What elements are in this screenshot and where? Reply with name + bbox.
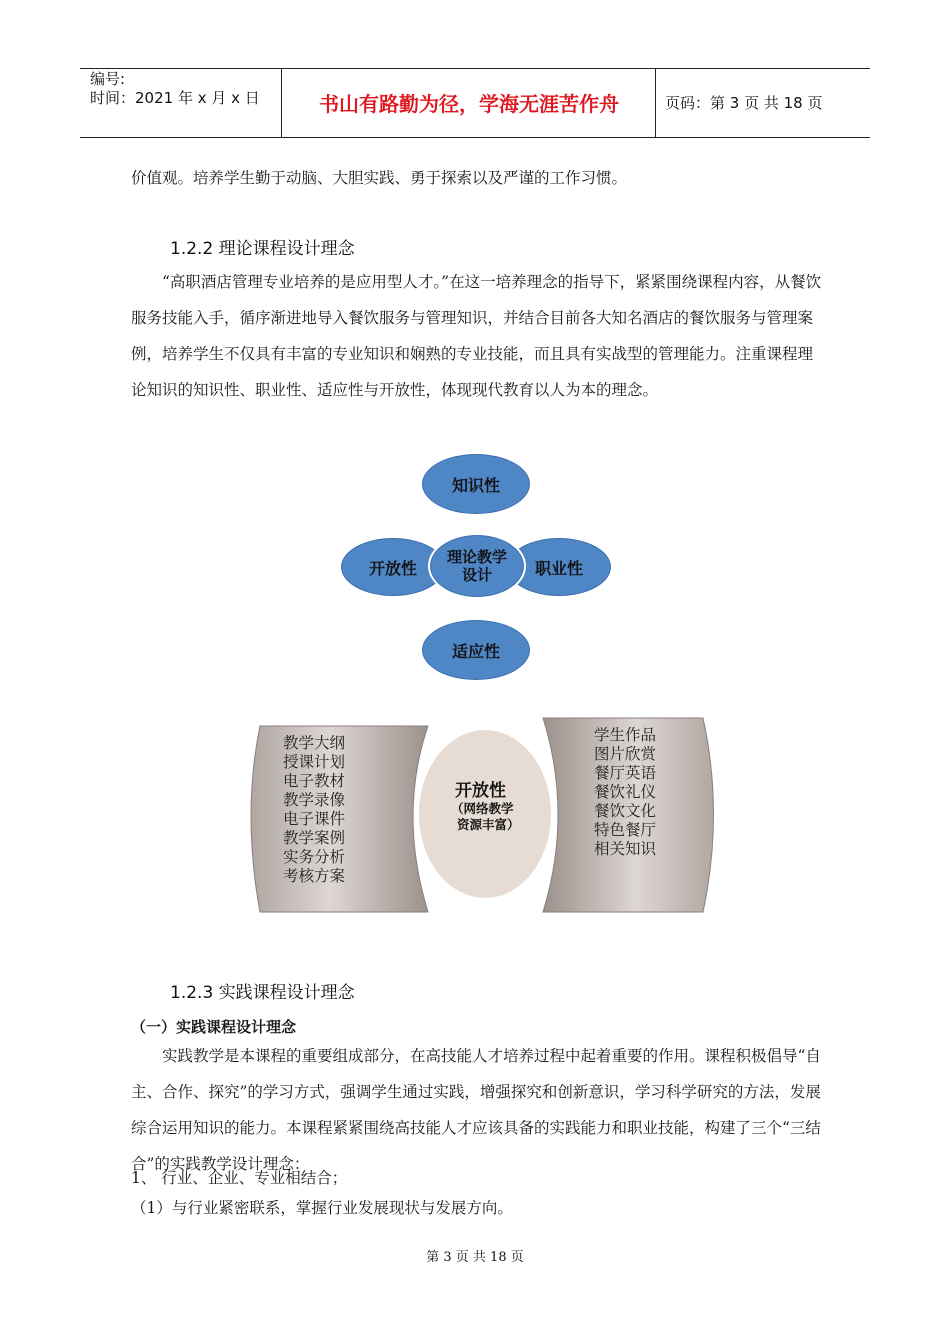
list-item: 教学大纲: [283, 734, 346, 752]
list-line: （1）与行业紧密联系，掌握行业发展现状与发展方向。: [131, 1199, 513, 1217]
center-title: 开放性: [455, 781, 506, 801]
center-subtitle-2: 资源丰富）: [457, 817, 520, 832]
section-heading: 1.2.3 实践课程设计理念: [170, 983, 355, 1003]
left-resource-list: [283, 734, 345, 886]
number-label: 编号:: [90, 70, 126, 88]
list-item: 电子教材: [283, 772, 346, 790]
list-item: 教学录像: [283, 791, 346, 809]
list-item: 图片欣赏: [594, 745, 657, 763]
list-item: 电子课件: [283, 810, 346, 828]
list-item: 特色餐厅: [594, 821, 657, 839]
list-item: 学生作品: [594, 726, 657, 744]
header-divider: [281, 69, 282, 137]
diagram-node-left: 开放性: [339, 536, 447, 598]
time-label: 时间：2021 年 x 月 x 日: [90, 89, 260, 107]
list-line: 1、 行业、企业、专业相结合；: [131, 1169, 348, 1187]
header-divider: [655, 69, 656, 137]
subsection-heading: （一）实践课程设计理念: [131, 1018, 297, 1036]
header-motto: 书山有路勤为径，学海无涯苦作舟: [319, 91, 619, 116]
paragraph: “高职酒店管理专业培养的是应用型人才。”在这一培养理念的指导下，紧紧围绕课程内容，从餐饮服务技能入手，循序渐进地导入餐饮服务与管理知识，并结合目前各大知名酒店的餐饮服务与管理案例，培养学生不仅具有丰富的专业知识和娴熟的专业技能，而且具有实战型的管理能力。注重课程理论知识的知识性、职业性、适应性与开放性，体现现代教育以人为本的理念。: [131, 273, 822, 399]
header-meta: [90, 70, 260, 108]
paragraph: 实践教学是本课程的重要组成部分，在高技能人才培养过程中起着重要的作用。课程积极倡导“自主、合作、探究”的学习方式，强调学生通过实践，增强探究和创新意识，学习科学研究的方法，发展综合运用知识的能力。本课程紧紧围绕高技能人才应该具备的实践能力和职业技能，构建了三个“三结合”的实践教学设计理念：: [131, 1047, 821, 1173]
center-subtitle-1: （网络教学: [451, 801, 514, 816]
list-item: 教学案例: [283, 829, 346, 847]
diagram-node-center: 理论教学 设计: [428, 533, 526, 599]
list-item: 餐饮礼仪: [594, 783, 657, 801]
center-oval-text: [449, 776, 520, 833]
list-item: 相关知识: [594, 840, 657, 858]
section-heading: 1.2.2 理论课程设计理念: [170, 239, 355, 259]
right-resource-list: [594, 726, 656, 859]
list-item: 授课计划: [283, 753, 346, 771]
list-item: 餐厅英语: [594, 764, 657, 782]
list-item: 实务分析: [283, 848, 346, 866]
page-footer: 第 3 页 共 18 页: [426, 1250, 524, 1265]
diagram-node-right: 职业性: [505, 536, 613, 598]
diagram-node-top: 知识性: [420, 452, 532, 516]
paragraph: 价值观。培养学生勤于动脑、大胆实践、勇于探索以及严谨的工作习惯。: [131, 169, 628, 187]
list-item: 考核方案: [283, 867, 346, 885]
header-page-info: 页码：第 3 页 共 18 页: [665, 94, 823, 112]
list-item: 餐饮文化: [594, 802, 657, 820]
diagram-node-bottom: 适应性: [420, 618, 532, 682]
